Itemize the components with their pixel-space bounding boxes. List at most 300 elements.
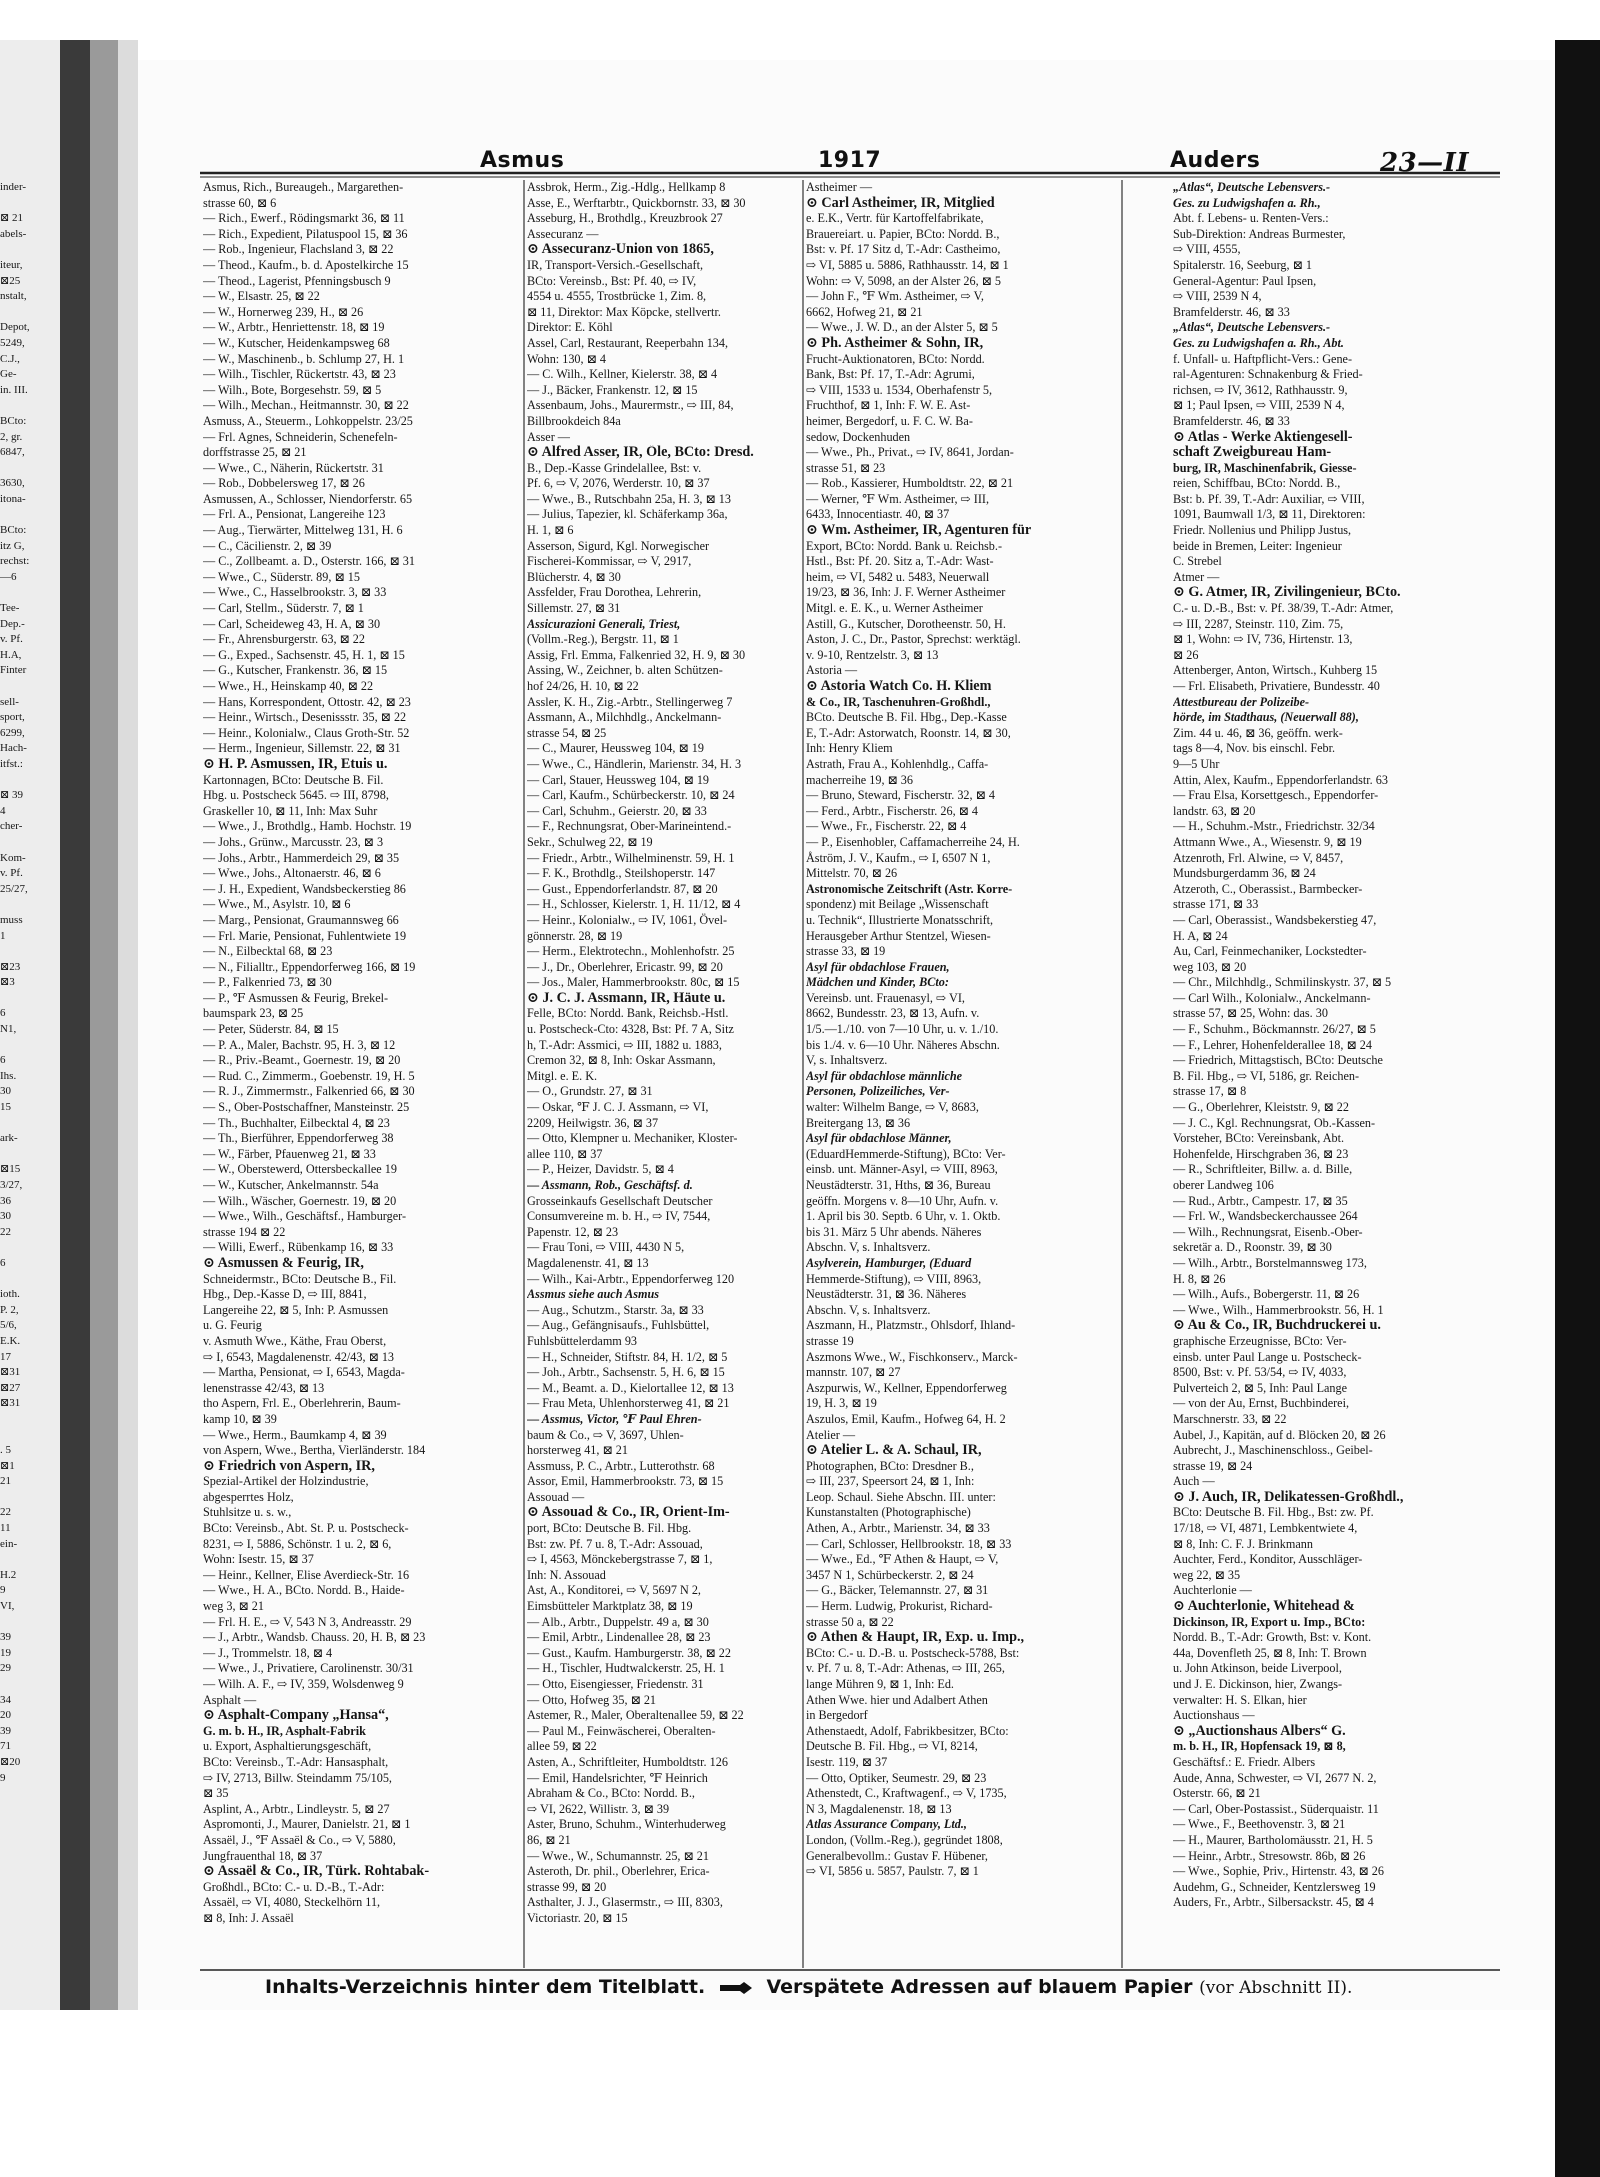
directory-entry-line: ⊙ J. Auch, IR, Delikatessen-Großhdl., <box>1173 1489 1404 1505</box>
facing-page-fragment-line: 15 <box>0 1101 11 1114</box>
directory-entry-line: 6662, Hofweg 21, ⊠ 21 <box>806 304 923 319</box>
directory-entry-line: Eimsbütteler Marktplatz 38, ⊠ 19 <box>527 1599 693 1614</box>
directory-entry-line: — Otto, Optiker, Seumestr. 29, ⊠ 23 <box>806 1770 987 1785</box>
directory-entry-line: Assel, Carl, Restaurant, Reeperbahn 134, <box>527 335 729 350</box>
directory-entry-line: — von der Au, Ernst, Buchbinderei, <box>1173 1396 1350 1411</box>
directory-entry-line: — W., Kutscher, Heidenkampsweg 68 <box>203 335 390 350</box>
directory-entry-line: Aszmons Wwe., W., Fischkonserv., Marck- <box>806 1349 1018 1364</box>
facing-page-fragment-line: 22 <box>0 1225 11 1238</box>
running-head-left: Asmus <box>480 148 565 173</box>
directory-entry-line: richsen, ⇨ IV, 3612, Rathhausstr. 9, <box>1173 382 1348 397</box>
facing-page-fragment-line: ⊠ 21 <box>0 212 23 225</box>
directory-entry-line: — S., Ober-Postschaffner, Mansteinstr. 25 <box>203 1100 410 1115</box>
directory-entry-line: — Aug., Schutzm., Starstr. 3a, ⊠ 33 <box>527 1302 704 1317</box>
directory-entry-line: — C. Wilh., Kellner, Kielerstr. 38, ⊠ 4 <box>527 367 718 382</box>
facing-page-fragment-line: 29 <box>0 1662 11 1675</box>
directory-entry-line: heim, ⇨ VI, 5482 u. 5483, Neuerwall <box>806 569 990 584</box>
directory-entry-line: ⊠ 1, Wohn: ⇨ IV, 736, Hirtenstr. 13, <box>1173 632 1353 647</box>
directory-entry-line: — Wwe., C., Süderstr. 89, ⊠ 15 <box>203 569 360 584</box>
directory-entry-line: Consumvereine m. b. H., ⇨ IV, 7544, <box>527 1209 711 1224</box>
directory-entry-line: Marschnerstr. 33, ⊠ 22 <box>1173 1411 1287 1426</box>
directory-entry-line: Asyl für obdachlose Männer, <box>806 1131 952 1146</box>
directory-entry-line: Atzeroth, C., Oberassist., Barmbecker- <box>1173 881 1363 896</box>
directory-entry-line: ⊙ Alfred Asser, IR, Öle, BCto: Dresd. <box>527 445 754 461</box>
directory-entry-line: graphische Erzeugnisse, BCto: Ver- <box>1173 1333 1347 1348</box>
directory-entry-line: Mittelstr. 70, ⊠ 26 <box>806 866 898 881</box>
directory-entry-line: Friedr. Nollenius und Philipp Justus, <box>1173 523 1352 538</box>
directory-entry-line: Athen, A., Arbtr., Marienstr. 34, ⊠ 33 <box>806 1521 990 1536</box>
footer-note <box>265 1976 1505 1998</box>
directory-entry-line: — Rob., Kassierer, Humboldtstr. 22, ⊠ 21 <box>806 476 1014 491</box>
directory-entry-line: — Carl, Schuhm., Geierstr. 20, ⊠ 33 <box>527 803 707 818</box>
directory-entry-line: ⇨ IV, 2713, Billw. Steindamm 75/105, <box>203 1770 392 1785</box>
directory-entry-line: Athen Wwe. hier und Adalbert Athen <box>806 1692 988 1707</box>
directory-entry-line: Abt. f. Lebens- u. Renten-Vers.: <box>1173 211 1329 226</box>
directory-entry-line: ⊙ Athen & Haupt, IR, Exp. u. Imp., <box>806 1630 1025 1646</box>
directory-entry-line: ⊙ Atlas - Werke Aktiengesell- <box>1173 429 1353 445</box>
directory-entry-line: C. Strebel <box>1173 554 1222 569</box>
directory-entry-line: — Carl, Oberassist., Wandsbekerstieg 47, <box>1173 912 1377 927</box>
directory-entry-line: H. 1, ⊠ 6 <box>527 523 574 538</box>
facing-page-fragment-line <box>0 991 50 1007</box>
directory-entry-line: — Otto, Eisengiesser, Friedenstr. 31 <box>527 1677 704 1691</box>
facing-page-fragment-line: ark- <box>0 1132 18 1145</box>
directory-entry-line: — Johs., Arbtr., Hammerdeich 29, ⊠ 35 <box>203 850 400 865</box>
directory-entry-line: Asplint, A., Arbtr., Lindleystr. 5, ⊠ 27 <box>203 1801 390 1816</box>
directory-entry-line: — Alb., Arbtr., Duppelstr. 49 a, ⊠ 30 <box>527 1614 709 1629</box>
facing-page-fragment-line: Dep.- <box>0 617 25 630</box>
directory-entry-line: Astemer, R., Maler, Oberaltenallee 59, ⊠ 22 <box>527 1708 744 1723</box>
directory-entry-line: — Carl, Kaufm., Schürbeckerstr. 10, ⊠ 24 <box>527 788 735 803</box>
facing-page-fragment-line: ⊠31 <box>0 1397 21 1410</box>
directory-entry-line: ⊙ Assecuranz-Union von 1865, <box>527 242 714 258</box>
directory-entry-line: — C., Zollbeamt. a. D., Osterstr. 166, ⊠ 31 <box>203 554 415 569</box>
facing-page-fragment-line: ⊠15 <box>0 1163 21 1176</box>
facing-page-fragment-line <box>0 196 50 212</box>
directory-entry-line: Aszpurwis, W., Kellner, Eppendorferweg <box>806 1380 1007 1395</box>
directory-entry-line: Kartonnagen, BCto: Deutsche B. Fil. <box>203 772 384 787</box>
directory-entry-line: gönnerstr. 28, ⊠ 19 <box>527 928 623 943</box>
page-number: 23—II <box>1380 148 1470 178</box>
directory-entry-line: einsb. unt. Männer-Asyl, ⇨ VIII, 8963, <box>806 1162 998 1177</box>
facing-page-fragment-line: sell- <box>0 695 19 708</box>
directory-entry-line: ⊙ Auchterlonie, Whitehead & <box>1173 1599 1355 1615</box>
directory-entry-line: — G., Kutscher, Frankenstr. 36, ⊠ 15 <box>203 663 388 678</box>
directory-entry-line: ⊙ Ph. Astheimer & Sohn, IR, <box>806 335 984 351</box>
directory-entry-line: — Wwe., F., Beethovenstr. 3, ⊠ 21 <box>1173 1817 1346 1832</box>
directory-entry-line: Wohn: ⇨ V, 5098, an der Alster 26, ⊠ 5 <box>806 273 1002 288</box>
directory-entry-line: — P., Eisenhobler, Caffamacherreihe 24, H. <box>806 834 1020 849</box>
directory-entry-line: Mädchen und Kinder, BCto: <box>806 975 949 990</box>
directory-entry-line: — Wwe., J., Brothdlg., Hamb. Hochstr. 19 <box>203 819 412 834</box>
facing-page-fragment-line: cher- <box>0 820 23 833</box>
directory-entry-line: ⊙ Astoria Watch Co. H. Kliem <box>806 679 992 694</box>
facing-page-fragment-line <box>0 1490 50 1506</box>
facing-page-fragment-line: Finter <box>0 664 27 677</box>
facing-page-fragment-line: 36 <box>0 1194 11 1207</box>
directory-entry-line: macherreihe 19, ⊠ 36 <box>806 772 913 787</box>
directory-entry-line: „Atlas“, Deutsche Lebensvers.- <box>1173 320 1331 335</box>
directory-entry-line: — Wwe., H., Heinskamp 40, ⊠ 22 <box>203 679 374 693</box>
column-2 <box>527 180 835 1970</box>
directory-entry-line: Breitergang 13, ⊠ 36 <box>806 1115 911 1130</box>
directory-entry-line: Neustädterstr. 31, ⊠ 36. Näheres <box>806 1287 967 1302</box>
directory-entry-line: London, (Vollm.-Reg.), gegründet 1808, <box>806 1832 1003 1847</box>
directory-entry-line: Zim. 44 u. 46, ⊠ 36, geöffn. werk- <box>1173 725 1343 740</box>
facing-page-fragment-line: 9 <box>0 1771 6 1784</box>
facing-page-fragment-line: ⊠ 39 <box>0 789 23 802</box>
directory-entry-line: ⇨ I, 4563, Mönckebergstrasse 7, ⊠ 1, <box>527 1552 713 1567</box>
directory-entry-line: ⇨ VI, 5856 u. 5857, Paulstr. 7, ⊠ 1 <box>806 1864 979 1879</box>
facing-page-fragment-line: 6 <box>0 1256 6 1269</box>
directory-entry-line: Asthalter, J. J., Glasermstr., ⇨ III, 8303, <box>527 1895 723 1910</box>
directory-entry-line: IR, Transport-Versich.-Gesellschaft, <box>527 257 704 272</box>
directory-entry-line: — Gust., Kaufm. Hamburgerstr. 38, ⊠ 22 <box>527 1645 731 1660</box>
directory-entry-line: — Willi, Ewerf., Rübenkamp 16, ⊠ 33 <box>203 1240 394 1255</box>
directory-entry-line: — Frl. W., Wandsbeckerchaussee 264 <box>1173 1209 1358 1224</box>
facing-page-fragment-line: nstalt, <box>0 290 27 303</box>
directory-entry-line: Wohn: 130, ⊠ 4 <box>527 351 606 366</box>
directory-entry-line: Export, BCto: Nordd. Bank u. Reichsb.- <box>806 538 1002 553</box>
facing-page-fragment-line: BCto: <box>0 524 27 537</box>
facing-page-fragment-line: 6847, <box>0 446 25 459</box>
facing-page-fragment-line: H.2 <box>0 1568 17 1581</box>
directory-entry-line: & Co., IR, Taschenuhren-Großhdl., <box>806 694 991 709</box>
directory-entry-line: Generalbevollm.: Gustav F. Hübener, <box>806 1848 988 1863</box>
directory-entry-line: — Heinr., Wirtsch., Desenissstr. 35, ⊠ 22 <box>203 710 407 725</box>
directory-entry-line: V, s. Inhaltsverz. <box>806 1053 888 1068</box>
directory-entry-line: ⊙ Carl Astheimer, IR, Mitglied <box>806 195 995 211</box>
facing-page-fragment-line <box>0 305 50 321</box>
facing-page-fragment-line: 39 <box>0 1631 11 1644</box>
facing-page-fragment-line: 20 <box>0 1709 11 1722</box>
directory-entry-line: — Carl, Ober-Postassist., Süderquaistr. 11 <box>1173 1801 1379 1816</box>
directory-entry-line: in Bergedorf <box>806 1708 868 1723</box>
facing-page-fragment-line: muss <box>0 913 23 926</box>
directory-entry-line: sekretär a. D., Roonstr. 39, ⊠ 30 <box>1173 1240 1332 1255</box>
directory-entry-line: u. John Atkinson, beide Liverpool, <box>1173 1661 1342 1676</box>
directory-entry-line: — H., Schlosser, Kielerstr. 1, H. 11/12, ⊠ 4 <box>527 897 741 912</box>
directory-entry-line: — Wilh., Mechan., Heitmannstr. 30, ⊠ 22 <box>203 398 409 413</box>
directory-entry-line: — Rich., Ewerf., Rödingsmarkt 36, ⊠ 11 <box>203 211 405 226</box>
directory-entry-line: — Frl. Marie, Pensionat, Fuhlentwiete 19 <box>203 928 407 943</box>
directory-entry-line: abgesperrtes Holz, <box>203 1489 294 1504</box>
directory-entry-line: von Aspern, Wwe., Bertha, Vierländerstr. 184 <box>203 1443 426 1458</box>
directory-entry-line: — Wilh., Arbtr., Borstelmannsweg 173, <box>1173 1255 1367 1270</box>
facing-page-fragment-line: 30 <box>0 1085 11 1098</box>
directory-entry-line: Assmann, A., Milchhdlg., Anckelmann- <box>527 710 722 725</box>
directory-entry-line: Au, Carl, Feinmechaniker, Lockstedter- <box>1173 944 1367 959</box>
directory-entry-line: tags 8—4, Nov. bis einschl. Febr. <box>1173 741 1336 756</box>
directory-entry-line: — Wilh., Aufs., Bobergerstr. 11, ⊠ 26 <box>1173 1287 1360 1302</box>
directory-entry-line: — Frau Meta, Uhlenhorsterweg 41, ⊠ 21 <box>527 1396 730 1411</box>
facing-page-fragment-line: Tee- <box>0 602 20 615</box>
directory-entry-line: — Paul M., Feinwäscherei, Oberalten- <box>527 1723 716 1738</box>
directory-entry-line: — Oskar, ℉ J. C. J. Assmann, ⇨ VI, <box>527 1100 709 1115</box>
directory-entry-line: — Herm. Ludwig, Prokurist, Richard- <box>806 1599 993 1614</box>
directory-entry-line: — Aug., Gefängnisaufs., Fuhlsbüttel, <box>527 1318 710 1333</box>
directory-entry-line: — Theod., Lagerist, Pfenningsbusch 9 <box>203 273 391 288</box>
directory-entry-line: sedow, Dockenhuden <box>806 429 911 444</box>
facing-page-fragment-line: inder- <box>0 181 27 193</box>
directory-entry-line: Assaël, ⇨ VI, 4080, Steckelhörn 11, <box>203 1895 381 1910</box>
directory-entry-line: strasse 171, ⊠ 33 <box>1173 897 1259 912</box>
facing-page-fragment-line: Ge- <box>0 368 17 381</box>
column-4 <box>1173 180 1491 1970</box>
directory-entry-line: 86, ⊠ 21 <box>527 1832 571 1847</box>
facing-page-fragment-line: 6299, <box>0 726 25 739</box>
directory-entry-line: — Wwe., Wilh., Hammerbrookstr. 56, H. 1 <box>1173 1302 1384 1317</box>
facing-page-fragment-line: H.A, <box>0 648 22 661</box>
facing-page-fragment-line: Kom- <box>0 851 26 864</box>
directory-entry-line: lenenstrasse 42/43, ⊠ 13 <box>203 1380 325 1395</box>
directory-entry-line: Ast, A., Konditorei, ⇨ V, 5697 N 2, <box>527 1583 701 1598</box>
directory-entry-line: Jungfrauenthal 18, ⊠ 37 <box>203 1848 323 1863</box>
directory-entry-line: — C., Cäcilienstr. 2, ⊠ 39 <box>203 538 332 553</box>
directory-entry-line: — Wwe., J., Privatiere, Carolinenstr. 30/31 <box>203 1661 414 1676</box>
directory-entry-line: strasse 19 <box>806 1333 854 1348</box>
directory-entry-line: BCto. Deutsche B. Fil. Hbg., Dep.-Kasse <box>806 710 1007 725</box>
directory-entry-line: ⊙ Assouad & Co., IR, Orient-Im- <box>527 1505 730 1521</box>
directory-entry-line: — Frau Toni, ⇨ VIII, 4430 N 5, <box>527 1240 685 1255</box>
directory-entry-line: Schneidermstr., BCto: Deutsche B., Fil. <box>203 1271 397 1286</box>
directory-entry-line: Aston, J. C., Dr., Pastor, Sprechst: werktägl. <box>806 632 1021 647</box>
facing-page-fragment-line: 1 <box>0 929 6 942</box>
directory-entry-line: Athenstedt, C., Kraftwagenf., ⇨ V, 1735, <box>806 1786 1007 1801</box>
directory-entry-line: — W., Färber, Pfauenweg 21, ⊠ 33 <box>203 1146 376 1161</box>
facing-page-fragment-line: ⊠20 <box>0 1755 21 1768</box>
directory-entry-line: kamp 10, ⊠ 39 <box>203 1411 277 1426</box>
directory-entry-line: Sekr., Schulweg 22, ⊠ 19 <box>527 834 653 849</box>
directory-entry-line: Hohenfelde, Hirschgraben 36, ⊠ 23 <box>1173 1146 1349 1161</box>
directory-entry-line: v. Asmuth Wwe., Käthe, Frau Oberst, <box>203 1333 387 1348</box>
facing-page-fragment-line: Ihs. <box>0 1069 17 1082</box>
directory-entry-line: — Aug., Tierwärter, Mittelweg 131, H. 6 <box>203 523 403 538</box>
directory-entry-line: Asmussen, A., Schlosser, Niendorferstr. 65 <box>203 491 413 506</box>
directory-entry-line: Assler, K. H., Zig.-Arbtr., Stellingerweg 7 <box>527 694 733 709</box>
directory-entry-line: ⊙ Friedrich von Aspern, IR, <box>203 1458 375 1474</box>
directory-entry-line: Assig, Frl. Emma, Falkenried 32, H. 9, ⊠ 30 <box>527 647 746 662</box>
directory-entry-line: Victoriastr. 20, ⊠ 15 <box>527 1910 628 1925</box>
directory-entry-line: Assbrok, Herm., Zig.-Hdlg., Hellkamp 8 <box>527 180 726 194</box>
directory-entry-line: — Frl. A., Pensionat, Langereihe 123 <box>203 507 386 522</box>
directory-entry-line: — F., Schuhm., Böckmannstr. 26/27, ⊠ 5 <box>1173 1022 1376 1037</box>
facing-page-fragment-line: 5249, <box>0 336 25 349</box>
directory-entry-line: — Wilh., Rechnungsrat, Eisenb.-Ober- <box>1173 1224 1363 1239</box>
directory-entry-line: strasse 194 ⊠ 22 <box>203 1224 286 1239</box>
directory-entry-line: — Werner, ℉ Wm. Astheimer, ⇨ III, <box>806 491 990 506</box>
directory-entry-line: ⊠ 8, Inh: C. F. J. Brinkmann <box>1173 1536 1313 1551</box>
directory-entry-line: — C., Maurer, Heussweg 104, ⊠ 19 <box>527 741 704 756</box>
directory-entry-line: weg 22, ⊠ 35 <box>1173 1567 1241 1582</box>
directory-entry-line: hof 24/26, H. 10, ⊠ 22 <box>527 679 639 693</box>
directory-entry-line: — Rob., Dobbelersweg 17, ⊠ 26 <box>203 476 365 491</box>
directory-entry-line: 3457 N 1, Schürbeckerstr. 2, ⊠ 24 <box>806 1567 974 1582</box>
directory-entry-line: Abschn. V, s. Inhaltsverz. <box>806 1240 931 1255</box>
directory-entry-line: burg, IR, Maschinenfabrik, Giesse- <box>1173 460 1357 475</box>
facing-page-fragment-line <box>0 1038 50 1054</box>
directory-entry-line: G. m. b. H., IR, Asphalt-Fabrik <box>203 1723 366 1738</box>
directory-entry-line: heimer, Bergedorf, u. F. C. W. Ba- <box>806 413 973 428</box>
facing-page-fragment-line <box>0 1240 50 1256</box>
directory-entry-line: Astheimer — <box>806 180 873 194</box>
directory-entry-line: — Frau Elsa, Korsettgesch., Eppendorfer- <box>1173 788 1379 803</box>
directory-entry-line: — Heinr., Kolonialw., ⇨ IV, 1061, Övel- <box>527 912 728 927</box>
directory-entry-line: Bst: b. Pf. 39, T.-Adr: Auxiliar, ⇨ VIII, <box>1173 491 1365 506</box>
directory-entry-line: BCto: Deutsche B. Fil. Hbg., Bst: zw. Pf. <box>1173 1505 1374 1520</box>
facing-page-fragment-line: P. 2, <box>0 1303 19 1316</box>
directory-entry-line: Asser — <box>527 429 570 444</box>
directory-entry-line: Atzenroth, Frl. Alwine, ⇨ V, 8457, <box>1173 850 1344 865</box>
directory-entry-line: Vereinsb. unt. Frauenasyl, ⇨ VI, <box>806 990 965 1005</box>
facing-page-fragment-line <box>0 507 50 523</box>
directory-entry-line: Papenstr. 12, ⊠ 23 <box>527 1224 619 1239</box>
directory-entry-line: Wohn: Isestr. 15, ⊠ 37 <box>203 1552 314 1567</box>
facing-page-fragment-line: 9 <box>0 1584 6 1597</box>
directory-entry-line: v. 9-10, Rentzelstr. 3, ⊠ 13 <box>806 647 939 662</box>
directory-entry-line: — Wilh., Wäscher, Goernestr. 19, ⊠ 20 <box>203 1193 397 1208</box>
directory-entry-line: Aspromonti, J., Maurer, Danielstr. 21, ⊠ 1 <box>203 1817 411 1832</box>
directory-entry-line: h, T.-Adr: Assmici, ⇨ III, 1882 u. 1883, <box>527 1037 722 1052</box>
directory-entry-line: Aster, Bruno, Schuhm., Winterhuderweg <box>527 1817 726 1832</box>
directory-entry-line: lange Mühren 9, ⊠ 1, Inh: Ed. <box>806 1677 954 1691</box>
facing-page-fragment-line: 25/27, <box>0 882 28 895</box>
directory-entry-line: Ges. zu Ludwigshafen a. Rh., Abt. <box>1173 335 1344 350</box>
directory-entry-line: Astoria — <box>806 663 858 678</box>
facing-page-fragment-line: 21 <box>0 1475 11 1488</box>
facing-page-fragment-line <box>0 1428 50 1444</box>
directory-entry-line: weg 3, ⊠ 21 <box>203 1599 264 1614</box>
facing-page-fragment-line: VI, <box>0 1600 15 1613</box>
directory-entry-line: Felle, BCto: Nordd. Bank, Reichsb.-Hstl. <box>527 1006 729 1021</box>
directory-entry-line: — Emil, Handelsrichter, ℉ Heinrich <box>527 1770 708 1785</box>
directory-entry-line: ⇨ III, 2287, Steinstr. 110, Zim. 75, <box>1173 616 1344 631</box>
directory-entry-line: Abraham & Co., BCto: Nordd. B., <box>527 1786 695 1801</box>
directory-entry-line: port, BCto: Deutsche B. Fil. Hbg. <box>527 1521 692 1536</box>
directory-entry-line: ⇨ III, 237, Speersort 24, ⊠ 1, Inh: <box>806 1474 975 1489</box>
directory-entry-line: Attenberger, Anton, Wirtsch., Kuhberg 15 <box>1173 663 1378 678</box>
directory-entry-line: — Friedrich, Mittagstisch, BCto: Deutsche <box>1173 1053 1383 1068</box>
directory-entry-line: N 3, Magdalenenstr. 18, ⊠ 13 <box>806 1801 952 1816</box>
directory-entry-line: — Frl. H. E., ⇨ V, 543 N 3, Andreasstr. 29 <box>203 1614 412 1629</box>
directory-entry-line: Audehm, G., Schneider, Kentzlersweg 19 <box>1173 1879 1376 1894</box>
directory-entry-line: Mitgl. e. E. K., u. Werner Astheimer <box>806 601 983 616</box>
directory-entry-line: Inh: N. Assouad <box>527 1567 606 1582</box>
facing-page-fragment-line <box>0 1272 50 1288</box>
directory-entry-line: — Rud., Arbtr., Campestr. 17, ⊠ 35 <box>1173 1193 1348 1208</box>
directory-entry-line: — Emil, Arbtr., Lindenallee 28, ⊠ 23 <box>527 1630 711 1645</box>
directory-entry-line: Attestbureau der Polizeibe- <box>1173 694 1310 709</box>
facing-page-fragment-line: 30 <box>0 1210 11 1223</box>
directory-entry-line: und J. E. Dickinson, hier, Zwangs- <box>1173 1677 1343 1691</box>
directory-entry-line: 4554 u. 4555, Trostbrücke 1, Zim. 8, <box>527 289 707 304</box>
directory-entry-line: Großhdl., BCto: C.- u. D.-B., T.-Adr: <box>203 1879 385 1894</box>
directory-entry-line: ⇨ VIII, 2539 N 4, <box>1173 289 1262 304</box>
facing-page-fragment-line: in. III. <box>0 383 28 396</box>
directory-entry-line: ⇨ I, 6543, Magdalenenstr. 42/43, ⊠ 13 <box>203 1349 395 1364</box>
directory-entry-line: strasse 51, ⊠ 23 <box>806 460 886 475</box>
directory-entry-line: — Herm., Elektrotechn., Mohlenhofstr. 25 <box>527 944 735 959</box>
directory-entry-line: beide in Bremen, Leiter: Ingenieur <box>1173 538 1342 553</box>
directory-entry-line: Asylverein, Hamburger, (Eduard <box>806 1255 972 1270</box>
directory-entry-line: ⊙ J. C. J. Assmann, IR, Häute u. <box>527 990 726 1006</box>
directory-entry-line: 8500, Bst: v. Pf. 53/54, ⇨ IV, 4033, <box>1173 1365 1347 1380</box>
directory-entry-line: — Chr., Milchhdlg., Schmilinskystr. 37, ⊠ 5 <box>1173 975 1392 990</box>
directory-entry-line: Auchter, Ferd., Konditor, Ausschläger- <box>1173 1552 1363 1567</box>
directory-entry-line: — Heinr., Arbtr., Stresowstr. 86b, ⊠ 26 <box>1173 1848 1366 1863</box>
directory-entry-line: u. Technik“, Illustrierte Monatsschrift, <box>806 912 994 927</box>
directory-entry-line: 8662, Bundesstr. 23, ⊠ 13, Aufn. v. <box>806 1006 980 1021</box>
directory-entry-line: Åström, J. V., Kaufm., ⇨ I, 6507 N 1, <box>806 850 991 865</box>
facing-page-fragment-line: . 5 <box>0 1444 11 1457</box>
directory-entry-line: Assfelder, Frau Dorothea, Lehrerin, <box>527 585 702 600</box>
facing-page-fragment-line: 22 <box>0 1506 11 1519</box>
running-head-year: 1917 <box>818 148 882 173</box>
directory-entry-line: Auctionshaus — <box>1173 1708 1255 1723</box>
directory-entry-line: — Ferd., Arbtr., Fischerstr. 26, ⊠ 4 <box>806 803 979 818</box>
directory-entry-line: Assenbaum, Johs., Maurermstr., ⇨ III, 84, <box>527 398 734 413</box>
directory-entry-line: — Assmann, Rob., Geschäftsf. d. <box>527 1178 693 1192</box>
directory-entry-line: — W., Kutscher, Ankelmannstr. 54a <box>203 1178 379 1192</box>
directory-entry-line: — G., Bäcker, Telemannstr. 27, ⊠ 31 <box>806 1583 989 1598</box>
footer-index-note: Inhalts-Verzeichnis hinter dem Titelblatt. <box>265 1976 706 1998</box>
directory-entry-line: Assor, Emil, Hammerbrookstr. 73, ⊠ 15 <box>527 1474 724 1489</box>
directory-entry-line: 6433, Innocentiastr. 40, ⊠ 37 <box>806 507 950 522</box>
directory-entry-line: Frucht-Auktionatoren, BCto: Nordd. <box>806 351 985 366</box>
directory-entry-line: — Wwe., Johs., Altonaerstr. 46, ⊠ 6 <box>203 866 381 881</box>
directory-entry-line: Asyl für obdachlose männliche <box>806 1068 963 1083</box>
directory-entry-line: — R. J., Zimmermstr., Falkenried 66, ⊠ 30 <box>203 1084 415 1099</box>
directory-entry-line: u. Postscheck-Cto: 4328, Bst: Pf. 7 A, Sitz <box>527 1022 734 1037</box>
facing-page-fragment-line: 3630, <box>0 477 25 490</box>
directory-entry-line: — Frl. Agnes, Schneiderin, Schenefeln- <box>203 429 398 444</box>
directory-entry-line: — N., Eilbecktal 68, ⊠ 23 <box>203 944 333 959</box>
facing-page-fragment-line: sport, <box>0 711 25 724</box>
facing-page-fragment-line <box>0 944 50 960</box>
directory-entry-line: Abschn. V, s. Inhaltsverz. <box>806 1302 931 1317</box>
facing-page-fragment-line <box>0 773 50 789</box>
directory-entry-line: — Heinr., Kellner, Elise Averdieck-Str. 16 <box>203 1567 410 1582</box>
directory-entry-line: Assaël, J., ℉ Assaël & Co., ⇨ V, 5880, <box>203 1832 396 1847</box>
directory-entry-line: Pulverteich 2, ⊠ 5, Inh: Paul Lange <box>1173 1380 1348 1395</box>
facing-page-fragment-line <box>0 1116 50 1132</box>
directory-entry-line: dorffstrasse 25, ⊠ 21 <box>203 445 307 460</box>
directory-entry-line: 1/5.—1./10. von 7—10 Uhr, u. v. 1./10. <box>806 1022 999 1037</box>
directory-entry-line: Attmann Wwe., A., Wiesenstr. 9, ⊠ 19 <box>1173 834 1362 849</box>
directory-entry-line: — G., Oberlehrer, Kleiststr. 9, ⊠ 22 <box>1173 1100 1349 1115</box>
directory-entry-line: — P. A., Maler, Bachstr. 95, H. 3, ⊠ 12 <box>203 1037 396 1052</box>
directory-entry-line: — Rich., Expedient, Pilatuspool 15, ⊠ 36 <box>203 226 408 241</box>
directory-entry-line: 19, H. 3, ⊠ 19 <box>806 1396 877 1411</box>
facing-page-fragment-line <box>0 835 50 851</box>
facing-page-fragment-line: 6 <box>0 1054 6 1067</box>
facing-page-fragment-line: E.K. <box>0 1334 21 1347</box>
directory-entry-line: 2209, Heilwigstr. 36, ⊠ 37 <box>527 1115 659 1130</box>
directory-entry-line: BCto: Vereinsb., Bst: Pf. 40, ⇨ IV, <box>527 273 697 288</box>
facing-page-fragment-line: iteur, <box>0 258 23 271</box>
directory-entry-line: — Carl, Schlosser, Hellbrookstr. 18, ⊠ 33 <box>806 1536 1012 1551</box>
directory-entry-line: baumspark 23, ⊠ 25 <box>203 1006 304 1021</box>
directory-entry-line: Aude, Anna, Schwester, ⇨ VI, 2677 N. 2, <box>1173 1770 1377 1785</box>
directory-entry-line: Assmuss, P. C., Arbtr., Lutterothstr. 68 <box>527 1458 715 1473</box>
directory-entry-line: Billbrookdeich 84a <box>527 413 621 428</box>
directory-entry-line: ⊠ 26 <box>1173 647 1199 662</box>
facing-page-fragment-line: Hach- <box>0 742 27 755</box>
directory-entry-line: — Wilh. A. F., ⇨ IV, 359, Wolsdenweg 9 <box>203 1677 404 1691</box>
directory-entry-line: — Wwe., J. W. D., an der Alster 5, ⊠ 5 <box>806 320 998 335</box>
directory-entry-line: — Jos., Maler, Hammerbrookstr. 80c, ⊠ 15 <box>527 975 740 990</box>
directory-entry-line: v. Pf. 7 u. 8, T.-Adr: Athenas, ⇨ III, 265, <box>806 1661 1005 1676</box>
